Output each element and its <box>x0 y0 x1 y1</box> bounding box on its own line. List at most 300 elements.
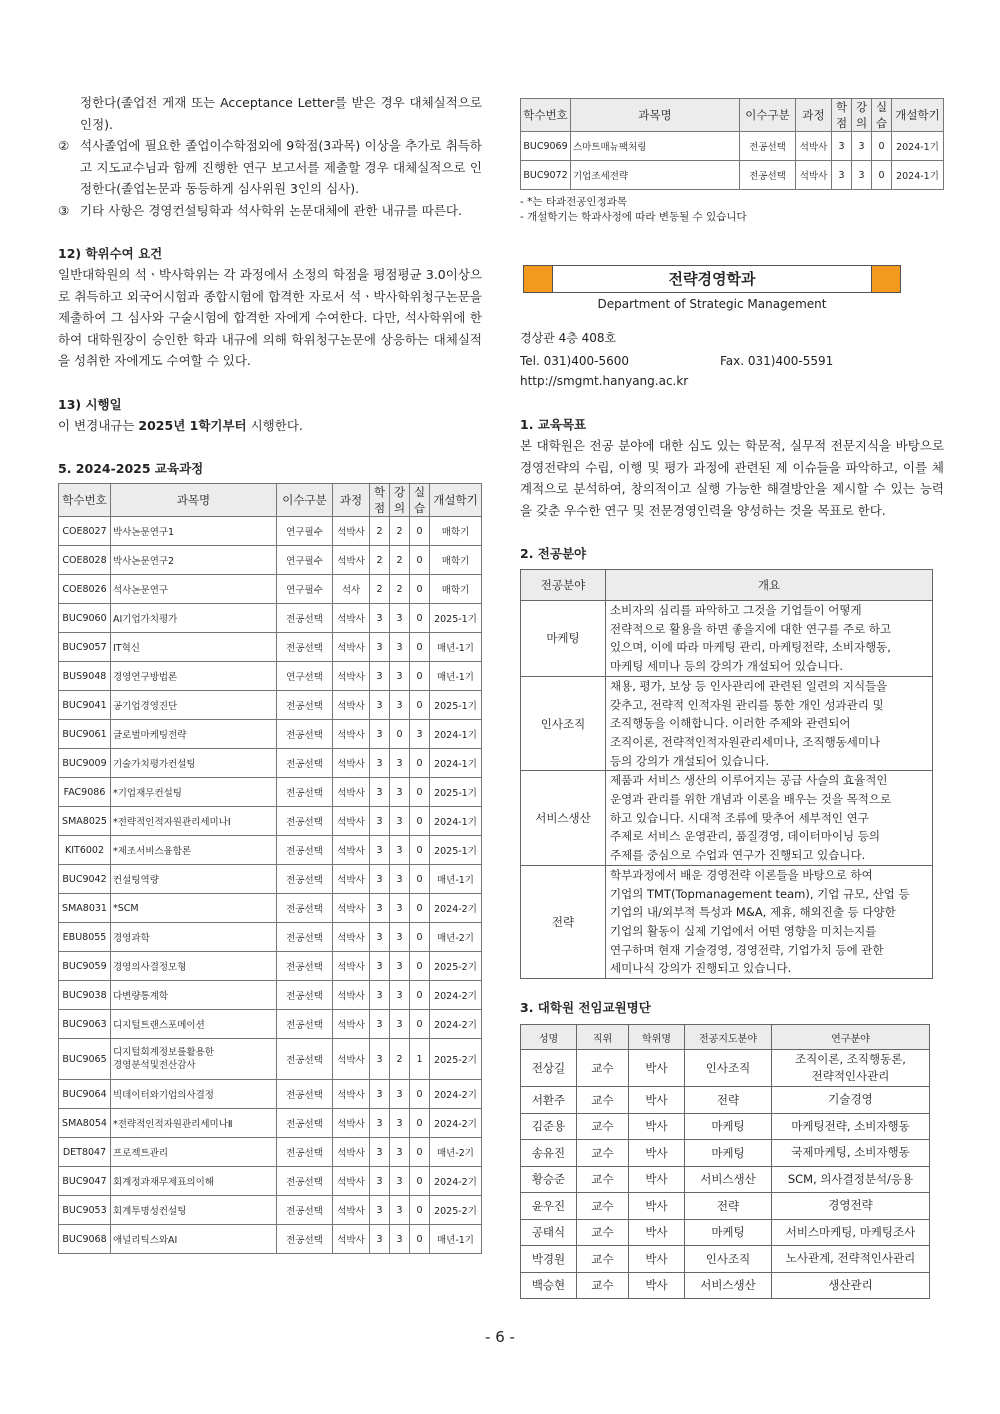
faculty-pos: 교수 <box>577 1050 629 1087</box>
field-desc-line: 세미나식 강의가 진행되고 있습니다. <box>610 961 792 976</box>
course-type: 전공선택 <box>277 633 333 662</box>
course-type: 전공선택 <box>277 1010 333 1039</box>
faculty-name: 서환주 <box>521 1087 577 1114</box>
course-lab: 0 <box>410 662 430 691</box>
field-area: 서비스생산 <box>521 771 606 866</box>
course-name: *전략적인적자원관리세미나Ⅱ <box>111 1109 277 1138</box>
course-code: SMA8054 <box>59 1109 111 1138</box>
para-13-b: 2025년 1학기부터 <box>138 417 247 433</box>
table-row <box>521 1050 930 1087</box>
course-name: 경영의사결정모형 <box>111 952 277 981</box>
course-level: 석박사 <box>333 662 370 691</box>
course-term: 2024-1기 <box>892 161 944 190</box>
faculty-field: 경영전략 <box>772 1193 930 1220</box>
course-term: 2024-1기 <box>892 132 944 161</box>
table-row <box>59 720 482 749</box>
course-header-level: 과정 <box>333 484 370 517</box>
course-level: 석박사 <box>333 1039 370 1080</box>
faculty-name: 공태식 <box>521 1219 577 1246</box>
table-row <box>59 691 482 720</box>
paragraph-2 <box>58 135 482 200</box>
course-type: 연구선택 <box>277 662 333 691</box>
faculty-pos: 교수 <box>577 1193 629 1220</box>
table-row <box>521 1140 930 1167</box>
faculty-name: 윤우진 <box>521 1193 577 1220</box>
table-row <box>59 778 482 807</box>
course-name: 석사논문연구 <box>111 575 277 604</box>
course-lab: 0 <box>410 952 430 981</box>
course-level: 석박사 <box>333 807 370 836</box>
course-term: 2024-2기 <box>430 981 482 1010</box>
course-lecture: 0 <box>390 720 410 749</box>
course-table <box>58 483 482 1254</box>
course-type: 전공선택 <box>277 749 333 778</box>
table-row <box>59 1196 482 1225</box>
course-credit: 3 <box>370 1080 390 1109</box>
table-row <box>521 771 933 866</box>
field-description <box>606 865 933 978</box>
faculty-table <box>520 1024 930 1299</box>
faculty-field: SCM, 의사결정분석/응용 <box>772 1166 930 1193</box>
course-type: 전공선택 <box>277 1138 333 1167</box>
course-name: 회계정과재무제표의이해 <box>111 1167 277 1196</box>
course-level: 석박사 <box>333 1167 370 1196</box>
course-type: 전공선택 <box>277 807 333 836</box>
field-desc-line: 기업의 활동이 실제 기업에서 어떤 영향을 미치는지를 <box>610 923 877 938</box>
course-code: BUC9038 <box>59 981 111 1010</box>
course-lecture: 3 <box>852 132 872 161</box>
faculty-header-pos: 직위 <box>577 1025 629 1050</box>
course-term: 2025-1기 <box>430 691 482 720</box>
table-row <box>521 1087 930 1114</box>
course-lecture: 3 <box>852 161 872 190</box>
table-row <box>59 662 482 691</box>
course-credit: 2 <box>370 575 390 604</box>
course-term: 2024-2기 <box>430 1010 482 1039</box>
course-level: 석박사 <box>333 1080 370 1109</box>
course-lab: 0 <box>410 894 430 923</box>
faculty-field: 국제마케팅, 소비자행동 <box>772 1140 930 1167</box>
course-name: 기업조세전략 <box>571 161 740 190</box>
course-credit: 3 <box>370 1010 390 1039</box>
course-header-name: 과목명 <box>571 99 740 132</box>
field-desc-line: 조직이론, 전략적인적자원관리세미나, 조직행동세미나 <box>610 734 881 749</box>
field-desc-line: 운영과 관리를 위한 개념과 이론을 배우는 것을 목적으로 <box>610 792 892 807</box>
course-name: 스마트매뉴팩처링 <box>571 132 740 161</box>
table-row <box>59 633 482 662</box>
course-credit: 2 <box>370 517 390 546</box>
table-row <box>59 923 482 952</box>
course-name: 다변량통계학 <box>111 981 277 1010</box>
para-2-text: 석사졸업에 필요한 졸업이수학점외에 9학점(3과목) 이상을 추가로 취득하고 지도교수님과 함께 진행한 연구 보고서를 제출할 경우 대체실적으로 인정한다(졸업논문과 동등하게 심사위원 3인의 심사). <box>80 138 482 196</box>
course-level: 석박사 <box>333 604 370 633</box>
course-term: 매년-1기 <box>430 633 482 662</box>
table-row <box>59 1010 482 1039</box>
course-code: SMA8025 <box>59 807 111 836</box>
faculty-major: 전략 <box>685 1087 772 1114</box>
table-row <box>521 1166 930 1193</box>
heading-12: 12) 학위수여 요건 <box>58 246 163 261</box>
course-code: BUC9072 <box>521 161 571 190</box>
course-name: 회계투명성컨설팅 <box>111 1196 277 1225</box>
table-row <box>521 676 933 771</box>
field-desc-line: 주제를 중심으로 수업과 연구가 진행되고 있습니다. <box>610 848 866 863</box>
fields-header-desc: 개요 <box>606 570 933 601</box>
course-lab: 0 <box>872 132 892 161</box>
course-lab: 3 <box>410 720 430 749</box>
table-row <box>521 1113 930 1140</box>
course-lab: 0 <box>410 575 430 604</box>
course-name: 박사논문연구2 <box>111 546 277 575</box>
course-term: 2024-1기 <box>430 749 482 778</box>
faculty-degree: 박사 <box>629 1087 685 1114</box>
field-description <box>606 601 933 677</box>
course-code: BUC9042 <box>59 865 111 894</box>
faculty-field: 마케팅전략, 소비자행동 <box>772 1113 930 1140</box>
field-desc-line: 등의 강의가 개설되어 있습니다. <box>610 753 770 768</box>
course-lab: 0 <box>410 517 430 546</box>
field-desc-line: 제품과 서비스 생산의 이루어지는 공급 사슬의 효율적인 <box>610 773 888 788</box>
note-1: - *는 타과전공인정과목 <box>520 196 628 208</box>
course-header-code: 학수번호 <box>59 484 111 517</box>
field-desc-line: 채용, 평가, 보상 등 인사관리에 관련된 일련의 지식들을 <box>610 678 888 693</box>
course-type: 전공선택 <box>277 1196 333 1225</box>
table-row <box>521 161 944 190</box>
para-13-a: 이 변경내규는 <box>58 417 139 433</box>
faculty-major: 인사조직 <box>685 1050 772 1087</box>
course-code: BUC9047 <box>59 1167 111 1196</box>
course-lecture: 3 <box>390 952 410 981</box>
faculty-major: 서비스생산 <box>685 1166 772 1193</box>
course-name: AI기업가치평가 <box>111 604 277 633</box>
course-lecture: 3 <box>390 807 410 836</box>
para-12: 일반대학원의 석ㆍ박사학위는 각 과정에서 소정의 학점을 평점평균 3.0이상으로 취득하고 외국어시험과 종합시험에 합격한 자로서 석ㆍ박사학위청구논문을 제출하여 그 심사와 구술시험에 합격한 자에게 수여한다. 다만, 석사학위에 한하여 대학원장이 승인한 학과 내규에 의해 학위청구논문에 상응하는 대체실적을 성취한 자에게도 수여할 수 있다. <box>58 267 482 368</box>
faculty-pos: 교수 <box>577 1166 629 1193</box>
course-type: 전공선택 <box>277 691 333 720</box>
faculty-pos: 교수 <box>577 1272 629 1299</box>
course-code: BUC9041 <box>59 691 111 720</box>
course-term: 매학기 <box>430 575 482 604</box>
field-area: 인사조직 <box>521 676 606 771</box>
faculty-header-field: 연구분야 <box>772 1025 930 1050</box>
course-lab: 0 <box>410 923 430 952</box>
course-type: 전공선택 <box>277 1167 333 1196</box>
course-lecture: 3 <box>390 1010 410 1039</box>
table-row <box>59 952 482 981</box>
table-row <box>521 865 933 978</box>
course-name: 컨설팅역량 <box>111 865 277 894</box>
course-type: 전공선택 <box>740 161 796 190</box>
course-lecture: 3 <box>390 836 410 865</box>
course-header-name: 과목명 <box>111 484 277 517</box>
faculty-field: 생산관리 <box>772 1272 930 1299</box>
course-credit: 3 <box>370 662 390 691</box>
faculty-pos: 교수 <box>577 1219 629 1246</box>
table-row <box>59 517 482 546</box>
course-header-level: 과정 <box>796 99 832 132</box>
course-header-credit: 학점 <box>370 484 390 517</box>
faculty-header-degree: 학위명 <box>629 1025 685 1050</box>
course-lab: 0 <box>410 749 430 778</box>
course-name: *전략적인적자원관리세미나Ⅰ <box>111 807 277 836</box>
faculty-pos: 교수 <box>577 1113 629 1140</box>
course-header-term: 개설학기 <box>892 99 944 132</box>
course-lecture: 3 <box>390 1167 410 1196</box>
table-row <box>521 1219 930 1246</box>
para-cont-text: 정한다(졸업전 게재 또는 Acceptance Letter를 받은 경우 대체실적으로 인정). <box>80 95 482 132</box>
note-2: - 개설학기는 학과사정에 따라 변동될 수 있습니다 <box>520 211 747 223</box>
course-lab: 0 <box>410 778 430 807</box>
course-name: 디지털회계정보를활용한 경영분석및전산감사 <box>111 1039 277 1080</box>
course-credit: 3 <box>832 132 852 161</box>
course-name: *제조서비스융합론 <box>111 836 277 865</box>
table-row <box>59 546 482 575</box>
dept-name: 전략경영학과 <box>552 266 872 292</box>
heading-5: 5. 2024-2025 교육과정 <box>58 461 204 476</box>
course-credit: 3 <box>370 749 390 778</box>
course-credit: 3 <box>370 778 390 807</box>
table-row <box>59 1039 482 1080</box>
course-lab: 1 <box>410 1039 430 1080</box>
course-credit: 3 <box>370 836 390 865</box>
course-level: 석박사 <box>333 517 370 546</box>
faculty-name: 송유진 <box>521 1140 577 1167</box>
fields-header-area: 전공분야 <box>521 570 606 601</box>
course-level: 석박사 <box>333 1138 370 1167</box>
course-lab: 0 <box>410 1225 430 1254</box>
course-header-type: 이수구분 <box>277 484 333 517</box>
table-row <box>59 1109 482 1138</box>
course-lecture: 2 <box>390 546 410 575</box>
course-credit: 3 <box>370 1225 390 1254</box>
course-lab: 0 <box>410 865 430 894</box>
course-type: 연구필수 <box>277 575 333 604</box>
faculty-degree: 박사 <box>629 1166 685 1193</box>
course-code: BUS9048 <box>59 662 111 691</box>
course-credit: 3 <box>370 633 390 662</box>
course-type: 전공선택 <box>277 778 333 807</box>
course-term: 매학기 <box>430 517 482 546</box>
course-term: 매학기 <box>430 546 482 575</box>
course-credit: 3 <box>370 1196 390 1225</box>
course-header-lecture: 강의 <box>390 484 410 517</box>
course-name: 프로젝트관리 <box>111 1138 277 1167</box>
table-row <box>59 575 482 604</box>
page-number: - 6 - <box>485 1328 515 1346</box>
course-header-lab: 실습 <box>410 484 430 517</box>
table-row <box>59 1225 482 1254</box>
course-header-code: 학수번호 <box>521 99 571 132</box>
course-code: BUC9068 <box>59 1225 111 1254</box>
fields-heading: 2. 전공분야 <box>520 546 587 561</box>
course-credit: 3 <box>370 952 390 981</box>
field-desc-line: 전략적으로 활용을 하면 좋을지에 대한 연구를 주로 하고 <box>610 621 892 636</box>
course-lab: 0 <box>410 1109 430 1138</box>
course-term: 매년-1기 <box>430 662 482 691</box>
table-row <box>59 1167 482 1196</box>
table-row <box>59 749 482 778</box>
course-term: 2024-1기 <box>430 807 482 836</box>
course-lecture: 3 <box>390 778 410 807</box>
table-row <box>521 1193 930 1220</box>
course-lecture: 2 <box>390 517 410 546</box>
course-type: 전공선택 <box>277 1225 333 1254</box>
faculty-heading: 3. 대학원 전임교원명단 <box>520 1000 651 1016</box>
course-term: 2025-2기 <box>430 1196 482 1225</box>
table-row <box>59 865 482 894</box>
course-lab: 0 <box>410 1080 430 1109</box>
faculty-degree: 박사 <box>629 1246 685 1273</box>
course-level: 석박사 <box>333 691 370 720</box>
course-level: 석박사 <box>333 836 370 865</box>
field-area: 전략 <box>521 865 606 978</box>
course-credit: 3 <box>370 720 390 749</box>
course-header-type: 이수구분 <box>740 99 796 132</box>
course-level: 석사 <box>333 575 370 604</box>
course-code: BUC9061 <box>59 720 111 749</box>
circled-2-marker: ② <box>58 138 70 153</box>
course-lecture: 3 <box>390 923 410 952</box>
course-lab: 0 <box>410 633 430 662</box>
faculty-field: 기술경영 <box>772 1087 930 1114</box>
course-credit: 3 <box>370 894 390 923</box>
dept-url[interactable]: http://smgmt.hanyang.ac.kr <box>520 374 689 388</box>
course-term: 2025-1기 <box>430 778 482 807</box>
faculty-major: 인사조직 <box>685 1246 772 1273</box>
course-header-credit: 학점 <box>832 99 852 132</box>
faculty-pos: 교수 <box>577 1087 629 1114</box>
course-notes <box>520 195 944 225</box>
field-desc-line: 하고 있습니다. 시대적 조류에 맞추어 세부적인 연구 <box>610 810 869 825</box>
table-row <box>521 1272 930 1299</box>
course-code: BUC9063 <box>59 1010 111 1039</box>
course-level: 석박사 <box>333 749 370 778</box>
course-name: 경영연구방법론 <box>111 662 277 691</box>
faculty-pos: 교수 <box>577 1246 629 1273</box>
course-level: 석박사 <box>333 1010 370 1039</box>
field-description <box>606 771 933 866</box>
course-type: 전공선택 <box>277 604 333 633</box>
course-level: 석박사 <box>333 1225 370 1254</box>
course-level: 석박사 <box>796 161 832 190</box>
table-row <box>59 981 482 1010</box>
course-code: KIT6002 <box>59 836 111 865</box>
faculty-degree: 박사 <box>629 1219 685 1246</box>
left-column <box>58 92 482 1254</box>
course-code: BUC9060 <box>59 604 111 633</box>
faculty-name: 박경원 <box>521 1246 577 1273</box>
banner-right-accent <box>872 266 900 292</box>
course-name: *SCM <box>111 894 277 923</box>
course-lecture: 3 <box>390 633 410 662</box>
faculty-header-name: 성명 <box>521 1025 577 1050</box>
field-desc-line: 주제로 서비스 운영관리, 품질경영, 데이터마이닝 등의 <box>610 829 880 844</box>
course-lecture: 3 <box>390 691 410 720</box>
course-lecture: 3 <box>390 865 410 894</box>
course-lab: 0 <box>410 981 430 1010</box>
course-type: 전공선택 <box>277 720 333 749</box>
fields-table <box>520 569 933 979</box>
faculty-pos: 교수 <box>577 1140 629 1167</box>
course-lab: 0 <box>410 546 430 575</box>
field-area: 마케팅 <box>521 601 606 677</box>
course-lecture: 3 <box>390 662 410 691</box>
course-type: 연구필수 <box>277 517 333 546</box>
course-credit: 3 <box>370 1039 390 1080</box>
field-desc-line: 갖추고, 전략적 인적자원 관리를 통한 개인 성과관리 및 <box>610 697 884 712</box>
field-desc-line: 조직행동을 이해합니다. 이러한 주제와 관련되어 <box>610 716 851 731</box>
course-lab: 0 <box>410 807 430 836</box>
course-type: 연구필수 <box>277 546 333 575</box>
faculty-degree: 박사 <box>629 1272 685 1299</box>
table-row <box>59 604 482 633</box>
dept-name-en: Department of Strategic Management <box>597 297 827 311</box>
table-row <box>59 1080 482 1109</box>
course-term: 2024-2기 <box>430 1080 482 1109</box>
course-name: 디지털트랜스포메이션 <box>111 1010 277 1039</box>
course-code: BUC9053 <box>59 1196 111 1225</box>
course-lecture: 3 <box>390 1138 410 1167</box>
course-type: 전공선택 <box>277 1080 333 1109</box>
faculty-name: 백승현 <box>521 1272 577 1299</box>
faculty-field: 조직이론, 조직행동론, 전략적인사관리 <box>772 1050 930 1087</box>
course-name: 박사논문연구1 <box>111 517 277 546</box>
para-13 <box>58 415 482 437</box>
course-type: 전공선택 <box>277 923 333 952</box>
course-lecture: 3 <box>390 1109 410 1138</box>
course-term: 매년-1기 <box>430 1225 482 1254</box>
paragraph-cont <box>58 92 482 135</box>
course-level: 석박사 <box>333 546 370 575</box>
faculty-degree: 박사 <box>629 1113 685 1140</box>
course-code: FAC9086 <box>59 778 111 807</box>
course-lab: 0 <box>410 836 430 865</box>
faculty-degree: 박사 <box>629 1140 685 1167</box>
field-desc-line: 기업의 TMT(Topmanagement team), 기업 규모, 산업 등 <box>610 886 910 901</box>
faculty-name: 전상길 <box>521 1050 577 1087</box>
course-level: 석박사 <box>333 952 370 981</box>
faculty-field: 서비스마케팅, 마케팅조사 <box>772 1219 930 1246</box>
course-lecture: 3 <box>390 604 410 633</box>
course-lab: 0 <box>410 1196 430 1225</box>
field-desc-line: 연구하며 현재 기술경영, 경영전략, 기업가치 등에 관한 <box>610 942 884 957</box>
faculty-major: 서비스생산 <box>685 1272 772 1299</box>
table-row <box>59 807 482 836</box>
course-credit: 3 <box>370 1109 390 1138</box>
course-name: *기업재무컨설팅 <box>111 778 277 807</box>
course-lecture: 3 <box>390 894 410 923</box>
faculty-name: 김준용 <box>521 1113 577 1140</box>
course-credit: 3 <box>370 807 390 836</box>
course-credit: 3 <box>370 604 390 633</box>
dept-banner <box>523 265 901 293</box>
course-code: DET8047 <box>59 1138 111 1167</box>
course-name: 기술가치평가컨설팅 <box>111 749 277 778</box>
course-credit: 3 <box>370 865 390 894</box>
course-type: 전공선택 <box>277 1039 333 1080</box>
course-type: 전공선택 <box>740 132 796 161</box>
faculty-major: 마케팅 <box>685 1140 772 1167</box>
course-lecture: 3 <box>390 749 410 778</box>
faculty-major: 전략 <box>685 1193 772 1220</box>
dept-tel: Tel. 031)400-5600 <box>520 354 629 368</box>
course-level: 석박사 <box>333 633 370 662</box>
course-type: 전공선택 <box>277 981 333 1010</box>
course-lecture: 2 <box>390 1039 410 1080</box>
table-row <box>59 1138 482 1167</box>
course-credit: 2 <box>370 546 390 575</box>
course-level: 석박사 <box>333 720 370 749</box>
